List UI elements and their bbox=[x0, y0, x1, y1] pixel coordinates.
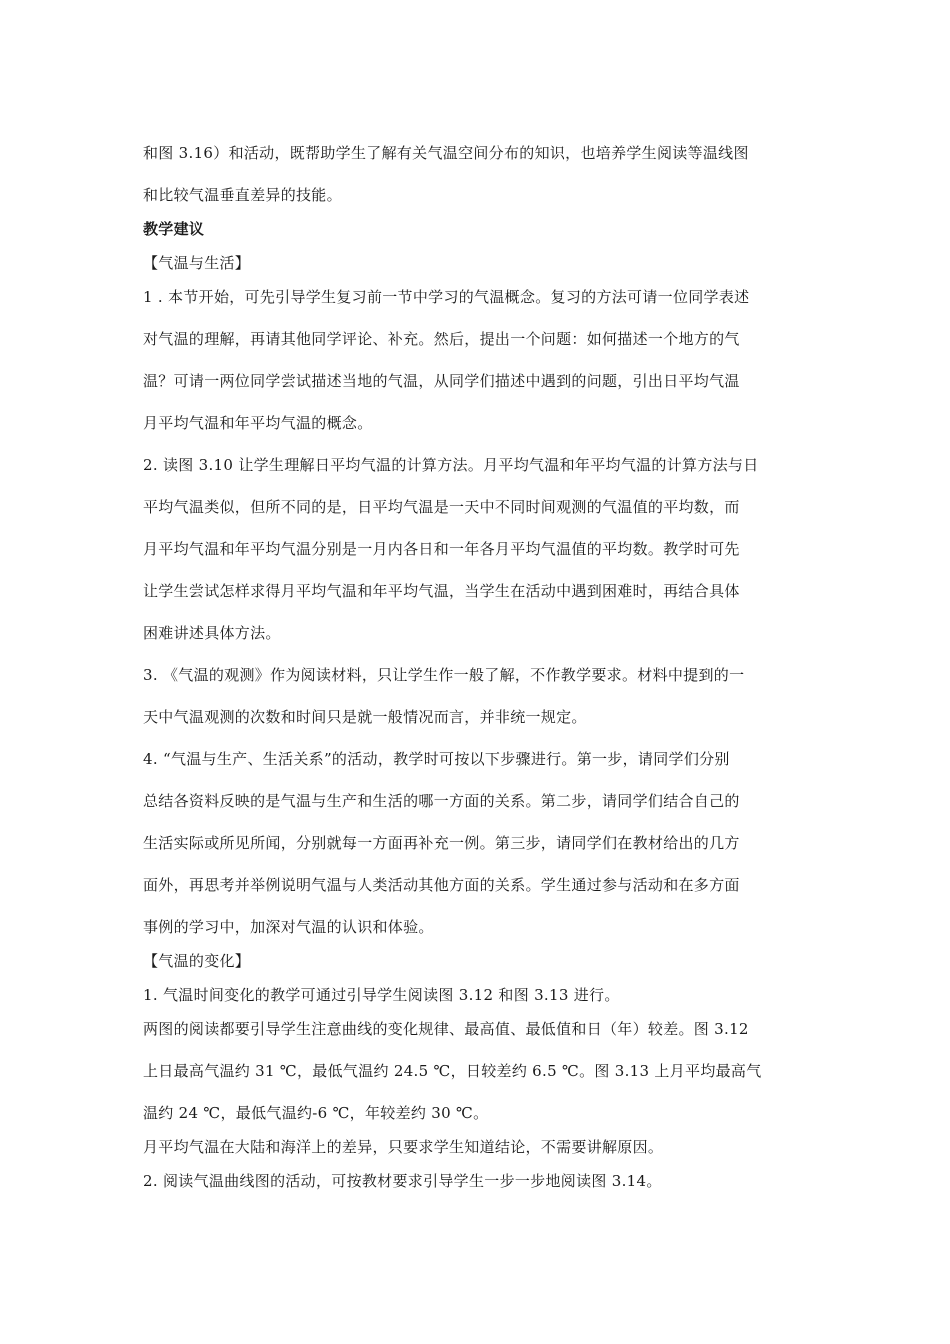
text-line: 两图的阅读都要引导学生注意曲线的变化规律、最高值、最低值和日（年）较差。图 3.12 bbox=[143, 1020, 749, 1038]
text-line: 温约 24 ℃，最低气温约-6 ℃，年较差约 30 ℃。 bbox=[143, 1104, 489, 1122]
text-line: 事例的学习中，加深对气温的认识和体验。 bbox=[143, 918, 434, 936]
text-line: 4. “气温与生产、生活关系”的活动，教学时可按以下步骤进行。第一步，请同学们分别 bbox=[143, 750, 730, 768]
text-line: 困难讲述具体方法。 bbox=[143, 624, 281, 642]
text-line: 对气温的理解，再请其他同学评论、补充。然后，提出一个问题：如何描述一个地方的气 bbox=[143, 330, 740, 348]
subsection-heading: 【气温与生活】 bbox=[143, 254, 251, 272]
subsection-heading: 【气温的变化】 bbox=[143, 952, 251, 970]
text-line: 1 . 本节开始，可先引导学生复习前一节中学习的气温概念。复习的方法可请一位同学表述 bbox=[143, 288, 750, 306]
text-line: 上日最高气温约 31 ℃，最低气温约 24.5 ℃，日较差约 6.5 ℃。图 3.13 上月平均最高气 bbox=[143, 1062, 762, 1080]
text-line: 总结各资料反映的是气温与生产和生活的哪一方面的关系。第二步，请同学们结合自己的 bbox=[143, 792, 740, 810]
text-line: 月平均气温和年平均气温的概念。 bbox=[143, 414, 373, 432]
text-line: 平均气温类似，但所不同的是，日平均气温是一天中不同时间观测的气温值的平均数，而 bbox=[143, 498, 740, 516]
text-line: 月平均气温和年平均气温分别是一月内各日和一年各月平均气温值的平均数。教学时可先 bbox=[143, 540, 740, 558]
text-line: 天中气温观测的次数和时间只是就一般情况而言，并非统一规定。 bbox=[143, 708, 587, 726]
document-body bbox=[143, 143, 809, 1191]
text-line: 让学生尝试怎样求得月平均气温和年平均气温，当学生在活动中遇到困难时，再结合具体 bbox=[143, 582, 740, 600]
text-line: 3. 《气温的观测》作为阅读材料，只让学生作一般了解，不作教学要求。材料中提到的一 bbox=[143, 666, 745, 684]
text-line: 月平均气温在大陆和海洋上的差异，只要求学生知道结论，不需要讲解原因。 bbox=[143, 1138, 664, 1156]
text-line: 和图 3.16）和活动，既帮助学生了解有关气温空间分布的知识，也培养学生阅读等温线图 bbox=[143, 144, 749, 162]
text-line: 生活实际或所见所闻，分别就每一方面再补充一例。第三步，请同学们在教材给出的几方 bbox=[143, 834, 740, 852]
text-line: 面外，再思考并举例说明气温与人类活动其他方面的关系。学生通过参与活动和在多方面 bbox=[143, 876, 740, 894]
text-line: 2. 读图 3.10 让学生理解日平均气温的计算方法。月平均气温和年平均气温的计算方法与日 bbox=[143, 456, 759, 474]
section-heading: 教学建议 bbox=[143, 220, 205, 238]
text-line: 1. 气温时间变化的教学可通过引导学生阅读图 3.12 和图 3.13 进行。 bbox=[143, 986, 620, 1004]
text-line: 2. 阅读气温曲线图的活动，可按教材要求引导学生一步一步地阅读图 3.14。 bbox=[143, 1172, 662, 1190]
text-line: 和比较气温垂直差异的技能。 bbox=[143, 186, 342, 204]
text-line: 温？可请一两位同学尝试描述当地的气温，从同学们描述中遇到的问题，引出日平均气温 bbox=[143, 372, 740, 390]
